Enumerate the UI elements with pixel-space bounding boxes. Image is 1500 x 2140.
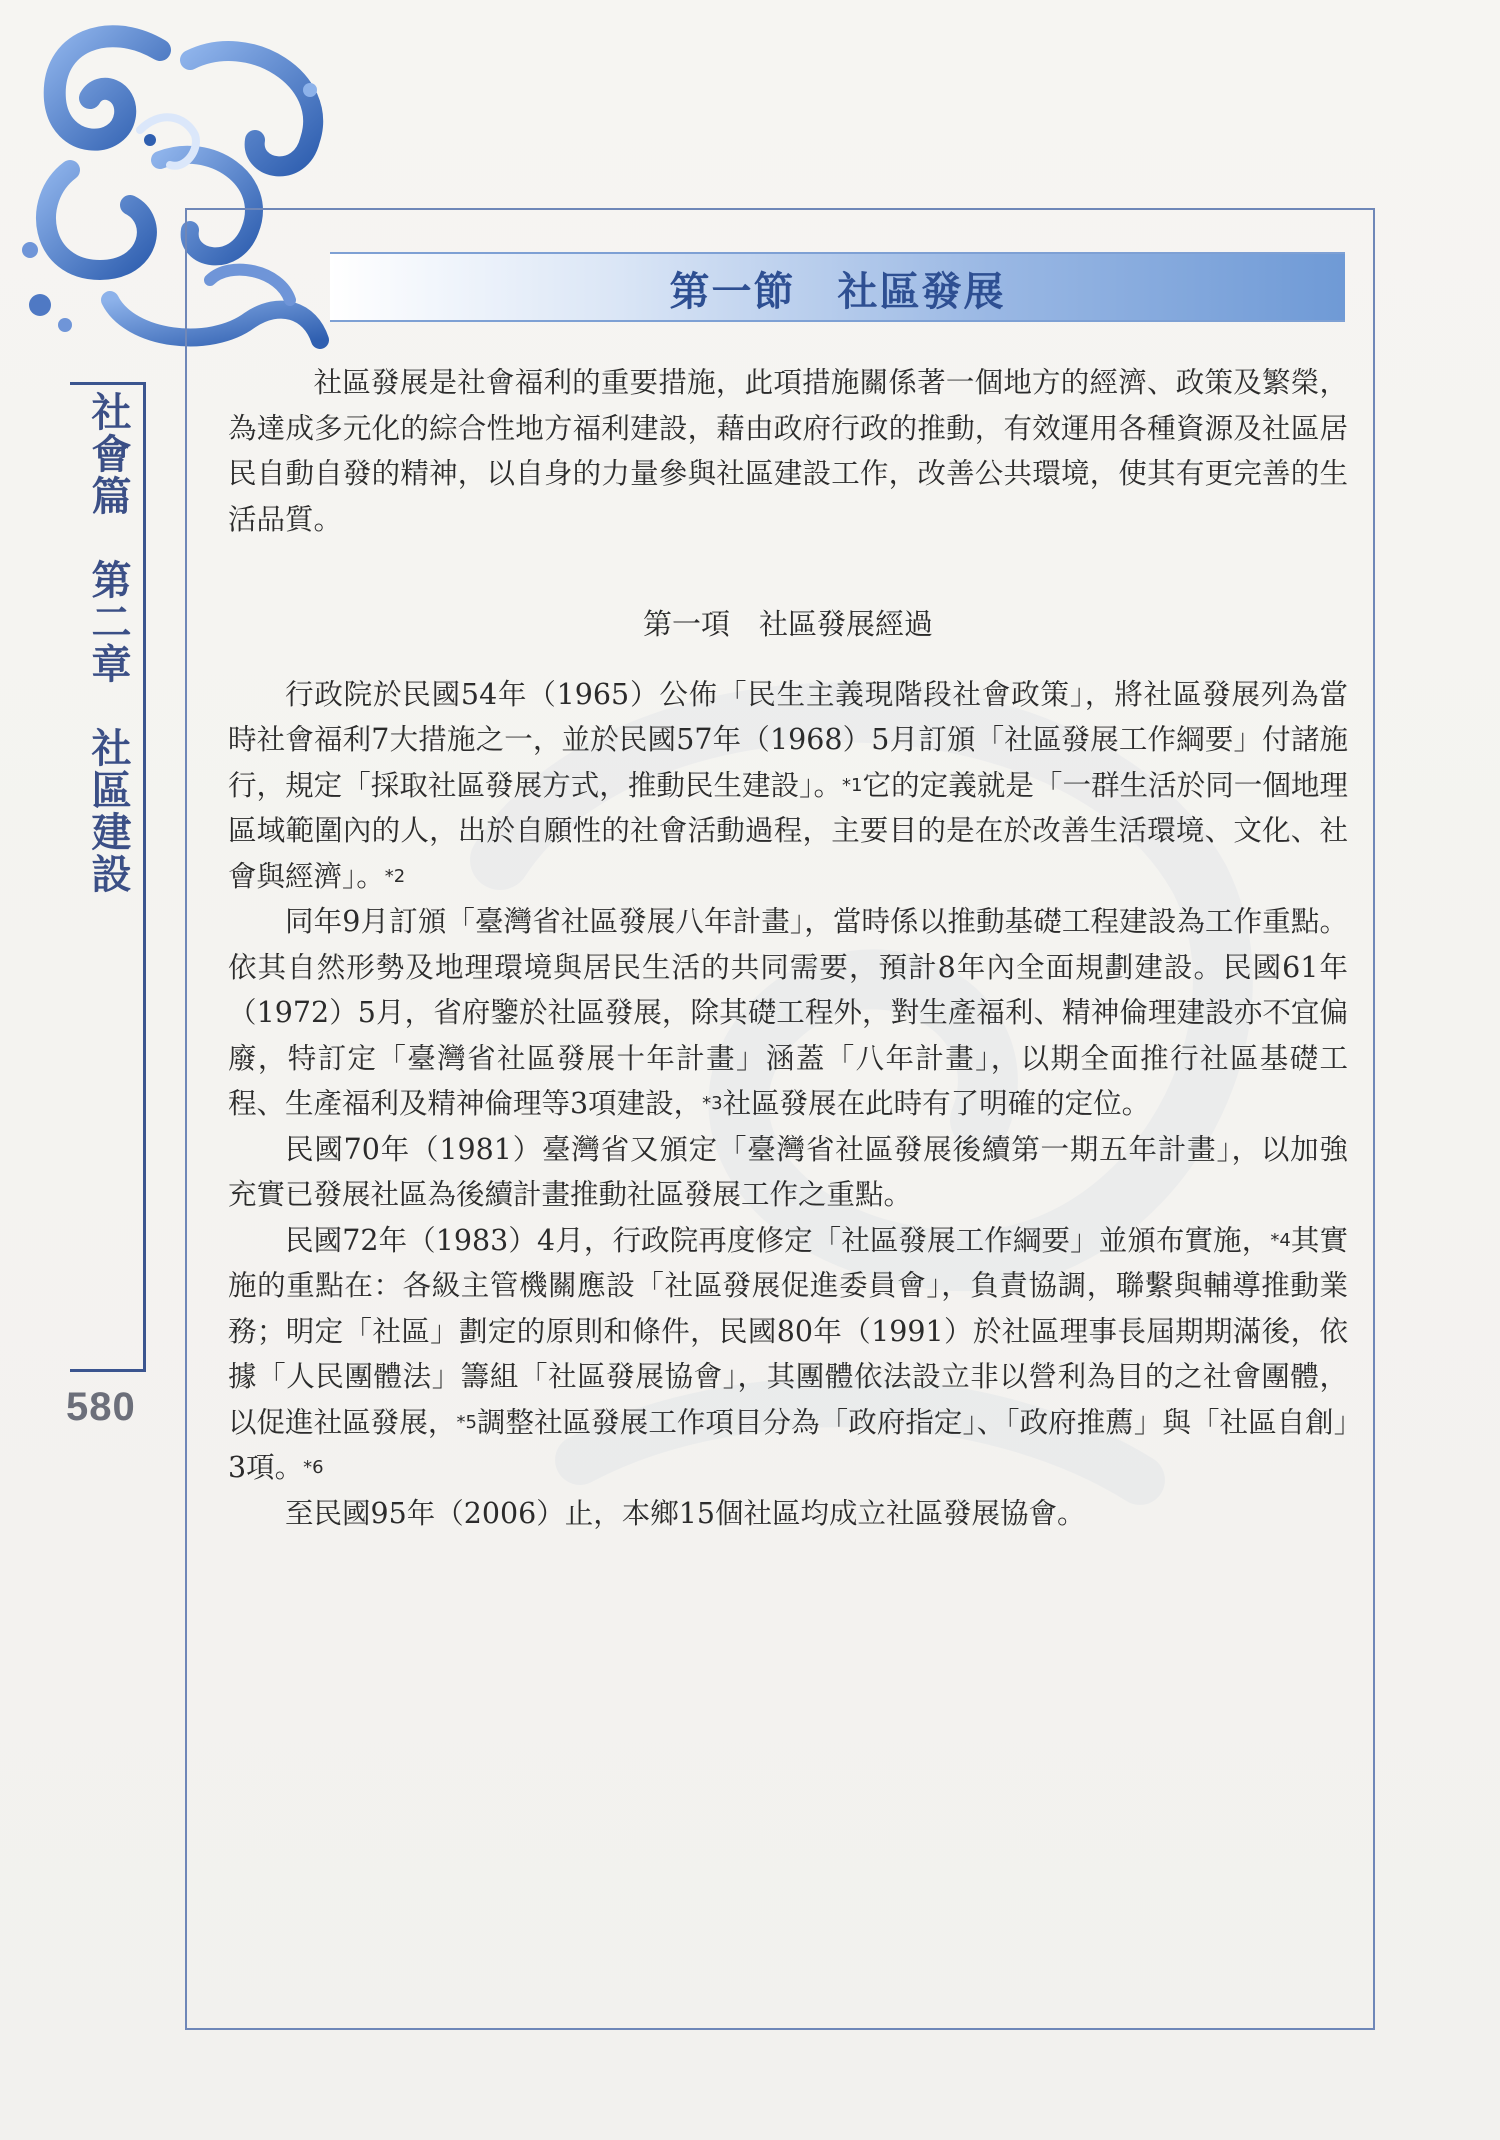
chapter-side-tab — [70, 382, 146, 1372]
footnote-ref-4: *4 — [1270, 1229, 1291, 1251]
paragraph-1-text-2: 它的定義就是「一群生活於同一個地理區域範圍內的人，出於自願性的社會活動過程，主要目的是在於改善生活環境、文化、社會與經濟」。 — [228, 768, 1348, 893]
section-header — [330, 252, 1345, 322]
footnote-ref-3: *3 — [702, 1093, 723, 1114]
paragraph-5 — [228, 1491, 1348, 1537]
chapter-side-tab-label: 社會篇 第二章 社區建設 — [85, 391, 132, 895]
paragraph-4 — [228, 1218, 1348, 1491]
footnote-ref-5: *5 — [456, 1411, 477, 1433]
main-content — [228, 360, 1348, 1536]
paragraph-2 — [228, 899, 1348, 1127]
paragraph-3 — [228, 1127, 1348, 1218]
paragraph-4-text-2: 其實施的重點在：各級主管機關應設「社區發展促進委員會」，負責協調，聯繫與輔導推動業務；明定「社區」劃定的原則和條件，民國80年（1991）於社區理事長屆期期滿後，依據「人民團體法」籌組「社區發展協會」，其團體依法設立非以營利為目的之社會團體，以促進社區發展， — [228, 1223, 1348, 1439]
intro-paragraph: 社區發展是社會福利的重要措施，此項措施關係著一個地方的經濟、政策及繁榮，為達成多元化的綜合性地方福利建設，藉由政府行政的推動，有效運用各種資源及社區居民自動自發的精神，以自身的力量參與社區建設工作，改善公共環境，使其有更完善的生活品質。 — [228, 366, 1348, 536]
paragraph-4-text-1: 民國72年（1983）4月，行政院再度修定「社區發展工作綱要」並頒布實施， — [285, 1223, 1271, 1257]
paragraph-2-text-2: 社區發展在此時有了明確的定位。 — [722, 1087, 1151, 1120]
footnote-ref-1: *1 — [842, 774, 863, 796]
paragraph-2-text-1: 同年9月訂頒「臺灣省社區發展八年計畫」，當時係以推動基礎工程建設為工作重點。依其自然形勢及地理環境與居民生活的共同需要，預計8年內全面規劃建設。民國61年（1972）5月，省府鑒於社區發展，除其礎工程外，對生產福利、精神倫理建設亦不宜偏廢，特訂定「臺灣省社區發展十年計畫」涵蓋「八年計畫」，以期全面推行社區基礎工程、生產福利及精神倫理等3項建設， — [228, 905, 1348, 1120]
subsection-title: 第一項 社區發展經過 — [642, 607, 933, 641]
footnote-ref-6: *6 — [303, 1457, 324, 1478]
paragraph-3-text-1: 民國70年（1981）臺灣省又頒定「臺灣省社區發展後續第一期五年計畫」，以加強充實已發展社區為後續計畫推動社區發展工作之重點。 — [228, 1132, 1348, 1211]
footnote-ref-2: *2 — [384, 865, 406, 887]
paragraph-1 — [228, 672, 1348, 900]
paragraph-5-text-1: 至民國95年（2006）止，本鄉15個社區均成立社區發展協會。 — [285, 1496, 1086, 1530]
section-title: 第一節 社區發展 — [669, 268, 1006, 315]
paragraph-1-text-1: 行政院於民國54年（1965）公佈「民生主義現階段社會政策」，將社區發展列為當時社會福利7大措施之一，並於民國57年（1968）5月訂頒「社區發展工作綱要」付諸施行，規定「採取社區發展方式，推動民生建設」。 — [228, 677, 1348, 802]
paragraph-4-text-3: 調整社區發展工作項目分為「政府指定」、「政府推薦」與「社區自創」3項。 — [228, 1405, 1348, 1484]
page-number: 580 — [66, 1385, 136, 1429]
